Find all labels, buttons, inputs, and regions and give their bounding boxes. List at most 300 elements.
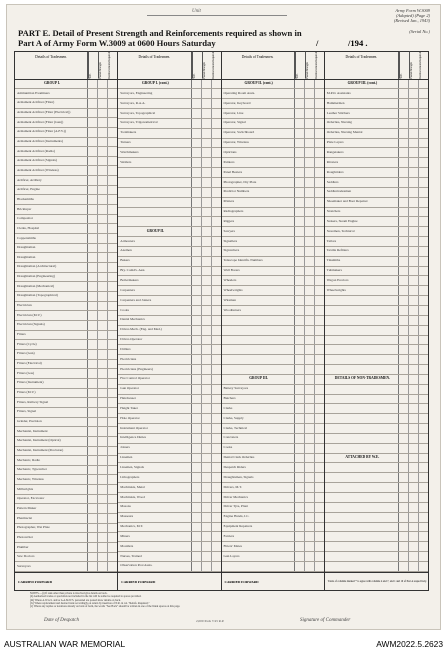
count-cell[interactable]	[212, 296, 221, 305]
count-cell[interactable]	[295, 463, 305, 472]
count-cell[interactable]	[98, 553, 108, 562]
count-cell[interactable]	[108, 447, 117, 456]
count-cell[interactable]	[399, 355, 409, 364]
count-cell[interactable]	[419, 503, 428, 512]
count-cell[interactable]	[295, 503, 305, 512]
count-cell[interactable]	[212, 119, 221, 128]
count-cell[interactable]	[295, 286, 305, 295]
count-cell[interactable]	[399, 532, 409, 541]
count-cell[interactable]	[202, 336, 212, 345]
count-cell[interactable]	[305, 355, 315, 364]
count-cell[interactable]	[192, 208, 202, 217]
count-cell[interactable]	[399, 473, 409, 482]
count-cell[interactable]	[315, 345, 324, 354]
count-cell[interactable]	[409, 424, 419, 433]
count-cell[interactable]	[409, 316, 419, 325]
count-cell[interactable]	[98, 350, 108, 359]
count-cell[interactable]	[295, 355, 305, 364]
count-cell[interactable]	[295, 473, 305, 482]
count-cell[interactable]	[98, 418, 108, 427]
count-cell[interactable]	[315, 109, 324, 118]
count-cell[interactable]	[399, 395, 409, 404]
count-cell[interactable]	[399, 247, 409, 256]
count-cell[interactable]	[98, 475, 108, 484]
count-cell[interactable]	[108, 475, 117, 484]
count-cell[interactable]	[315, 542, 324, 551]
count-cell[interactable]	[88, 147, 98, 156]
count-cell[interactable]	[98, 224, 108, 233]
count-cell[interactable]	[202, 257, 212, 266]
count-cell[interactable]	[399, 80, 409, 89]
count-cell[interactable]	[212, 365, 221, 374]
count-cell[interactable]	[88, 244, 98, 253]
count-cell[interactable]	[108, 408, 117, 417]
count-cell[interactable]	[192, 80, 202, 89]
count-cell[interactable]	[98, 533, 108, 542]
count-cell[interactable]	[212, 267, 221, 276]
count-cell[interactable]	[315, 119, 324, 128]
count-cell[interactable]	[98, 524, 108, 533]
count-cell[interactable]	[315, 306, 324, 315]
count-cell[interactable]	[295, 434, 305, 443]
count-cell[interactable]	[399, 454, 409, 463]
count-cell[interactable]	[305, 267, 315, 276]
count-cell[interactable]	[399, 119, 409, 128]
count-cell[interactable]	[295, 483, 305, 492]
count-cell[interactable]	[98, 408, 108, 417]
count-cell[interactable]	[315, 296, 324, 305]
count-cell[interactable]	[305, 336, 315, 345]
count-cell[interactable]	[98, 340, 108, 349]
count-cell[interactable]	[419, 267, 428, 276]
count-cell[interactable]	[192, 414, 202, 423]
count-cell[interactable]	[399, 99, 409, 108]
count-cell[interactable]	[192, 336, 202, 345]
count-cell[interactable]	[212, 139, 221, 148]
count-cell[interactable]	[419, 247, 428, 256]
count-cell[interactable]	[315, 375, 324, 384]
count-cell[interactable]	[305, 532, 315, 541]
count-cell[interactable]	[409, 473, 419, 482]
count-cell[interactable]	[315, 198, 324, 207]
count-cell[interactable]	[399, 296, 409, 305]
count-cell[interactable]	[409, 306, 419, 315]
count-cell[interactable]	[295, 326, 305, 335]
count-cell[interactable]	[108, 311, 117, 320]
count-cell[interactable]	[409, 158, 419, 167]
count-cell[interactable]	[305, 365, 315, 374]
count-cell[interactable]	[419, 208, 428, 217]
count-cell[interactable]	[88, 553, 98, 562]
count-cell[interactable]	[192, 119, 202, 128]
count-cell[interactable]	[409, 375, 419, 384]
count-cell[interactable]	[315, 473, 324, 482]
count-cell[interactable]	[315, 463, 324, 472]
count-cell[interactable]	[202, 513, 212, 522]
count-cell[interactable]	[419, 158, 428, 167]
count-cell[interactable]	[212, 168, 221, 177]
count-cell[interactable]	[88, 408, 98, 417]
count-cell[interactable]	[399, 493, 409, 502]
count-cell[interactable]	[399, 404, 409, 413]
count-cell[interactable]	[108, 89, 117, 98]
count-cell[interactable]	[108, 147, 117, 156]
count-cell[interactable]	[315, 444, 324, 453]
count-cell[interactable]	[192, 326, 202, 335]
count-cell[interactable]	[315, 286, 324, 295]
count-cell[interactable]	[202, 444, 212, 453]
count-cell[interactable]	[295, 208, 305, 217]
count-cell[interactable]	[212, 198, 221, 207]
count-cell[interactable]	[315, 148, 324, 157]
count-cell[interactable]	[202, 89, 212, 98]
count-cell[interactable]	[295, 542, 305, 551]
count-cell[interactable]	[409, 503, 419, 512]
count-cell[interactable]	[98, 398, 108, 407]
count-cell[interactable]	[212, 336, 221, 345]
count-cell[interactable]	[315, 503, 324, 512]
count-cell[interactable]	[305, 473, 315, 482]
count-cell[interactable]	[98, 118, 108, 127]
count-cell[interactable]	[202, 414, 212, 423]
count-cell[interactable]	[399, 257, 409, 266]
count-cell[interactable]	[202, 463, 212, 472]
count-cell[interactable]	[409, 355, 419, 364]
count-cell[interactable]	[295, 385, 305, 394]
count-cell[interactable]	[409, 562, 419, 571]
count-cell[interactable]	[98, 562, 108, 571]
count-cell[interactable]	[419, 316, 428, 325]
count-cell[interactable]	[409, 217, 419, 226]
count-cell[interactable]	[202, 188, 212, 197]
count-cell[interactable]	[419, 237, 428, 246]
count-cell[interactable]	[202, 473, 212, 482]
count-cell[interactable]	[192, 148, 202, 157]
count-cell[interactable]	[305, 483, 315, 492]
count-cell[interactable]	[108, 273, 117, 282]
count-cell[interactable]	[399, 434, 409, 443]
count-cell[interactable]	[108, 437, 117, 446]
count-cell[interactable]	[212, 326, 221, 335]
count-cell[interactable]	[88, 321, 98, 330]
count-cell[interactable]	[98, 138, 108, 147]
count-cell[interactable]	[409, 227, 419, 236]
count-cell[interactable]	[202, 286, 212, 295]
count-cell[interactable]	[295, 139, 305, 148]
count-cell[interactable]	[315, 267, 324, 276]
count-cell[interactable]	[98, 389, 108, 398]
count-cell[interactable]	[108, 456, 117, 465]
count-cell[interactable]	[409, 395, 419, 404]
count-cell[interactable]	[399, 286, 409, 295]
count-cell[interactable]	[108, 495, 117, 504]
count-cell[interactable]	[305, 257, 315, 266]
count-cell[interactable]	[399, 267, 409, 276]
count-cell[interactable]	[98, 427, 108, 436]
count-cell[interactable]	[98, 292, 108, 301]
count-cell[interactable]	[409, 552, 419, 561]
count-cell[interactable]	[192, 463, 202, 472]
count-cell[interactable]	[202, 178, 212, 187]
count-cell[interactable]	[409, 89, 419, 98]
count-cell[interactable]	[315, 168, 324, 177]
count-cell[interactable]	[409, 257, 419, 266]
count-cell[interactable]	[108, 418, 117, 427]
count-cell[interactable]	[399, 444, 409, 453]
count-cell[interactable]	[88, 128, 98, 137]
count-cell[interactable]	[192, 483, 202, 492]
count-cell[interactable]	[399, 188, 409, 197]
count-cell[interactable]	[315, 139, 324, 148]
count-cell[interactable]	[295, 276, 305, 285]
count-cell[interactable]	[212, 503, 221, 512]
count-cell[interactable]	[305, 89, 315, 98]
count-cell[interactable]	[192, 404, 202, 413]
count-cell[interactable]	[305, 217, 315, 226]
count-cell[interactable]	[305, 286, 315, 295]
count-cell[interactable]	[88, 350, 98, 359]
count-cell[interactable]	[212, 227, 221, 236]
count-cell[interactable]	[315, 365, 324, 374]
count-cell[interactable]	[98, 321, 108, 330]
count-cell[interactable]	[88, 263, 98, 272]
count-cell[interactable]	[295, 552, 305, 561]
count-cell[interactable]	[192, 89, 202, 98]
count-cell[interactable]	[88, 533, 98, 542]
count-cell[interactable]	[212, 257, 221, 266]
count-cell[interactable]	[202, 355, 212, 364]
count-cell[interactable]	[419, 434, 428, 443]
count-cell[interactable]	[305, 375, 315, 384]
count-cell[interactable]	[192, 139, 202, 148]
count-cell[interactable]	[315, 89, 324, 98]
count-cell[interactable]	[305, 434, 315, 443]
count-cell[interactable]	[212, 385, 221, 394]
count-cell[interactable]	[305, 562, 315, 571]
count-cell[interactable]	[295, 523, 305, 532]
count-cell[interactable]	[202, 306, 212, 315]
count-cell[interactable]	[202, 276, 212, 285]
count-cell[interactable]	[192, 188, 202, 197]
count-cell[interactable]	[295, 168, 305, 177]
count-cell[interactable]	[295, 237, 305, 246]
count-cell[interactable]	[295, 365, 305, 374]
count-cell[interactable]	[295, 306, 305, 315]
count-cell[interactable]	[98, 89, 108, 98]
count-cell[interactable]	[98, 176, 108, 185]
count-cell[interactable]	[409, 532, 419, 541]
count-cell[interactable]	[88, 360, 98, 369]
count-cell[interactable]	[108, 224, 117, 233]
count-cell[interactable]	[399, 365, 409, 374]
count-cell[interactable]	[419, 454, 428, 463]
count-cell[interactable]	[409, 247, 419, 256]
count-cell[interactable]	[419, 227, 428, 236]
count-cell[interactable]	[315, 493, 324, 502]
count-cell[interactable]	[419, 444, 428, 453]
count-cell[interactable]	[202, 168, 212, 177]
count-cell[interactable]	[108, 369, 117, 378]
count-cell[interactable]	[108, 543, 117, 552]
count-cell[interactable]	[295, 493, 305, 502]
count-cell[interactable]	[88, 215, 98, 224]
count-cell[interactable]	[202, 296, 212, 305]
count-cell[interactable]	[108, 263, 117, 272]
count-cell[interactable]	[315, 158, 324, 167]
count-cell[interactable]	[315, 552, 324, 561]
count-cell[interactable]	[192, 562, 202, 571]
count-cell[interactable]	[315, 257, 324, 266]
count-cell[interactable]	[202, 208, 212, 217]
count-cell[interactable]	[212, 463, 221, 472]
count-cell[interactable]	[98, 456, 108, 465]
count-cell[interactable]	[409, 139, 419, 148]
count-cell[interactable]	[212, 414, 221, 423]
count-cell[interactable]	[399, 414, 409, 423]
count-cell[interactable]	[305, 188, 315, 197]
count-cell[interactable]	[409, 276, 419, 285]
count-cell[interactable]	[98, 109, 108, 118]
count-cell[interactable]	[192, 267, 202, 276]
count-cell[interactable]	[399, 237, 409, 246]
count-cell[interactable]	[409, 493, 419, 502]
count-cell[interactable]	[88, 311, 98, 320]
count-cell[interactable]	[108, 466, 117, 475]
count-cell[interactable]	[315, 483, 324, 492]
count-cell[interactable]	[419, 99, 428, 108]
count-cell[interactable]	[305, 178, 315, 187]
count-cell[interactable]	[315, 454, 324, 463]
count-cell[interactable]	[399, 89, 409, 98]
count-cell[interactable]	[98, 166, 108, 175]
count-cell[interactable]	[98, 379, 108, 388]
count-cell[interactable]	[399, 227, 409, 236]
count-cell[interactable]	[409, 296, 419, 305]
count-cell[interactable]	[409, 523, 419, 532]
count-cell[interactable]	[202, 80, 212, 89]
count-cell[interactable]	[419, 552, 428, 561]
count-cell[interactable]	[315, 99, 324, 108]
count-cell[interactable]	[202, 532, 212, 541]
count-cell[interactable]	[192, 237, 202, 246]
count-cell[interactable]	[315, 80, 324, 89]
count-cell[interactable]	[419, 375, 428, 384]
count-cell[interactable]	[192, 257, 202, 266]
count-cell[interactable]	[212, 483, 221, 492]
count-cell[interactable]	[192, 473, 202, 482]
count-cell[interactable]	[295, 158, 305, 167]
count-cell[interactable]	[108, 485, 117, 494]
count-cell[interactable]	[409, 542, 419, 551]
count-cell[interactable]	[409, 80, 419, 89]
count-cell[interactable]	[202, 562, 212, 571]
count-cell[interactable]	[202, 316, 212, 325]
count-cell[interactable]	[98, 195, 108, 204]
count-cell[interactable]	[409, 129, 419, 138]
count-cell[interactable]	[409, 414, 419, 423]
count-cell[interactable]	[315, 395, 324, 404]
count-cell[interactable]	[202, 326, 212, 335]
count-cell[interactable]	[202, 227, 212, 236]
count-cell[interactable]	[88, 331, 98, 340]
count-cell[interactable]	[399, 148, 409, 157]
count-cell[interactable]	[88, 176, 98, 185]
count-cell[interactable]	[88, 447, 98, 456]
count-cell[interactable]	[98, 485, 108, 494]
count-cell[interactable]	[409, 178, 419, 187]
count-cell[interactable]	[399, 562, 409, 571]
count-cell[interactable]	[108, 321, 117, 330]
count-cell[interactable]	[212, 493, 221, 502]
count-cell[interactable]	[88, 466, 98, 475]
count-cell[interactable]	[315, 414, 324, 423]
count-cell[interactable]	[305, 503, 315, 512]
count-cell[interactable]	[88, 157, 98, 166]
count-cell[interactable]	[399, 276, 409, 285]
count-cell[interactable]	[98, 215, 108, 224]
count-cell[interactable]	[399, 552, 409, 561]
count-cell[interactable]	[409, 365, 419, 374]
count-cell[interactable]	[419, 483, 428, 492]
count-cell[interactable]	[88, 89, 98, 98]
count-cell[interactable]	[212, 542, 221, 551]
count-cell[interactable]	[108, 331, 117, 340]
count-cell[interactable]	[409, 109, 419, 118]
count-cell[interactable]	[315, 523, 324, 532]
count-cell[interactable]	[212, 208, 221, 217]
count-cell[interactable]	[409, 99, 419, 108]
count-cell[interactable]	[88, 379, 98, 388]
count-cell[interactable]	[212, 395, 221, 404]
count-cell[interactable]	[202, 247, 212, 256]
count-cell[interactable]	[419, 404, 428, 413]
count-cell[interactable]	[305, 227, 315, 236]
count-cell[interactable]	[98, 369, 108, 378]
count-cell[interactable]	[305, 158, 315, 167]
count-cell[interactable]	[108, 282, 117, 291]
count-cell[interactable]	[202, 119, 212, 128]
count-cell[interactable]	[305, 523, 315, 532]
count-cell[interactable]	[212, 158, 221, 167]
count-cell[interactable]	[202, 454, 212, 463]
count-cell[interactable]	[202, 345, 212, 354]
count-cell[interactable]	[399, 503, 409, 512]
count-cell[interactable]	[108, 109, 117, 118]
count-cell[interactable]	[399, 109, 409, 118]
count-cell[interactable]	[419, 345, 428, 354]
count-cell[interactable]	[192, 306, 202, 315]
count-cell[interactable]	[315, 276, 324, 285]
count-cell[interactable]	[399, 385, 409, 394]
count-cell[interactable]	[305, 208, 315, 217]
count-cell[interactable]	[192, 316, 202, 325]
count-cell[interactable]	[192, 385, 202, 394]
count-cell[interactable]	[295, 296, 305, 305]
count-cell[interactable]	[212, 237, 221, 246]
count-cell[interactable]	[212, 109, 221, 118]
count-cell[interactable]	[108, 128, 117, 137]
count-cell[interactable]	[88, 456, 98, 465]
count-cell[interactable]	[98, 302, 108, 311]
count-cell[interactable]	[88, 418, 98, 427]
count-cell[interactable]	[295, 316, 305, 325]
count-cell[interactable]	[315, 178, 324, 187]
count-cell[interactable]	[315, 247, 324, 256]
count-cell[interactable]	[399, 198, 409, 207]
count-cell[interactable]	[305, 237, 315, 246]
count-cell[interactable]	[419, 188, 428, 197]
count-cell[interactable]	[399, 424, 409, 433]
